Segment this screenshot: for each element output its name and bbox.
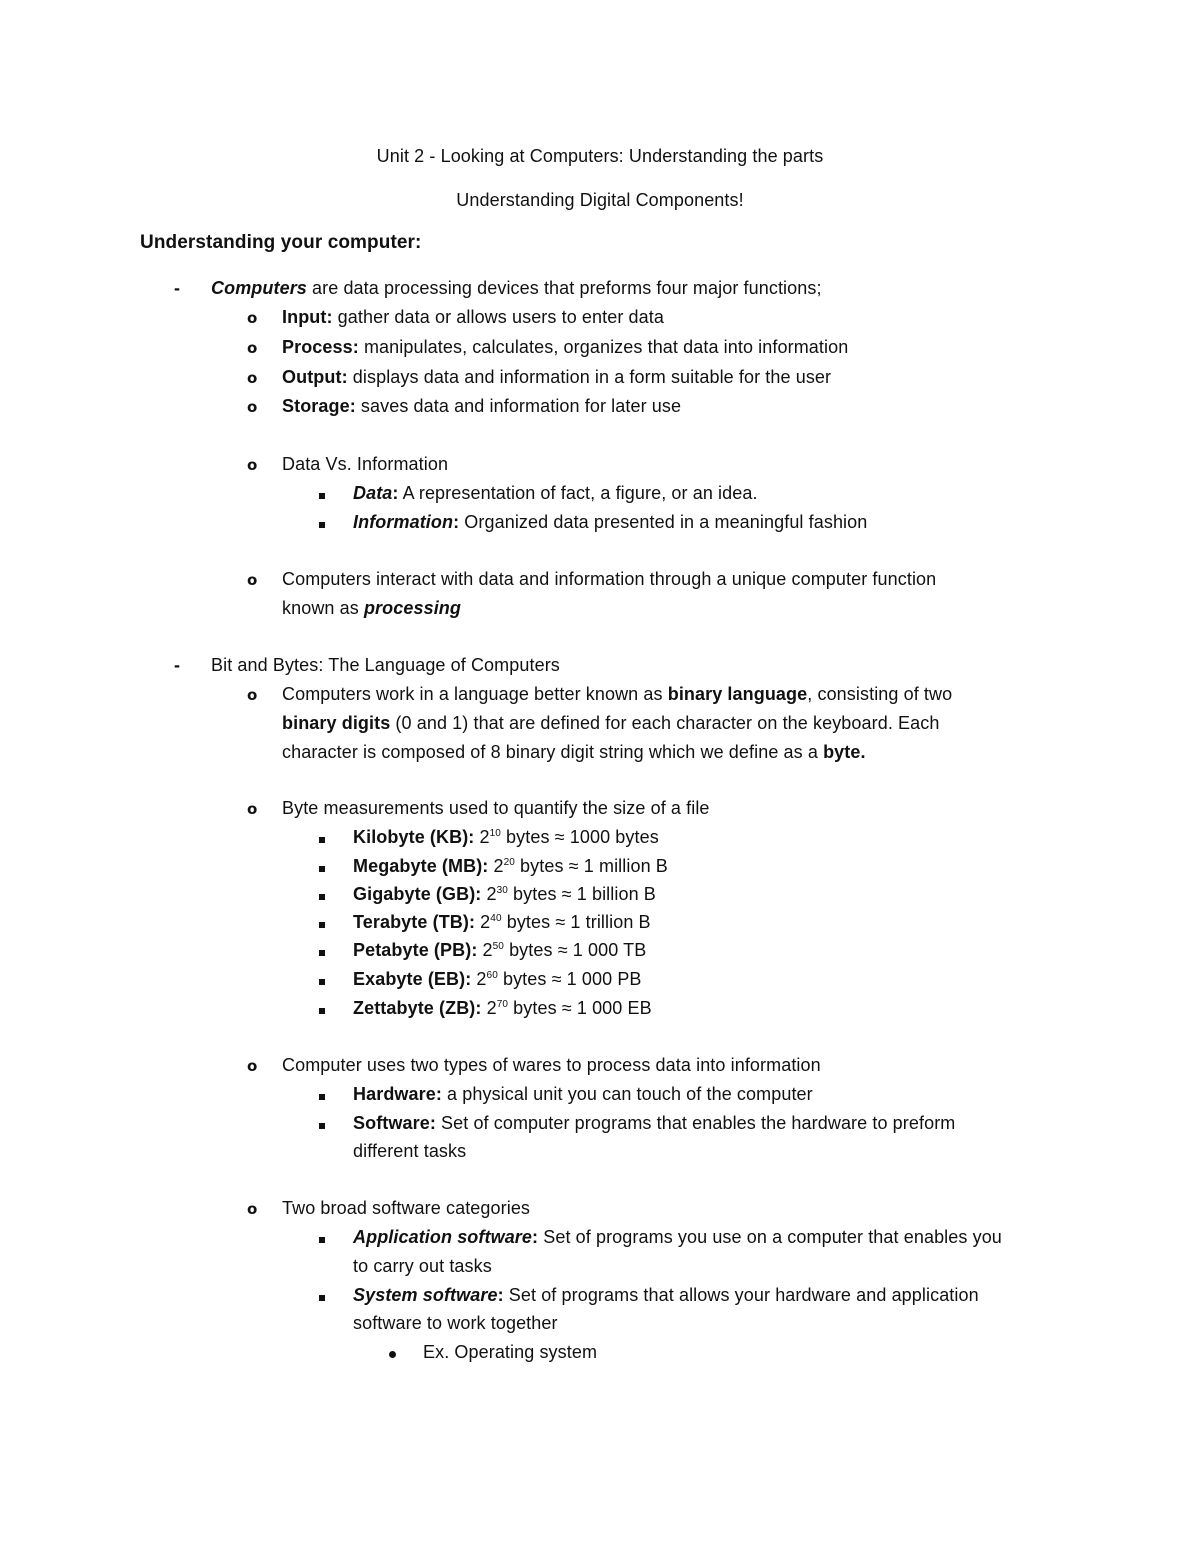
document-title: Unit 2 - Looking at Computers: Understanding the parts — [376, 146, 824, 166]
application-colon: : — [532, 1227, 539, 1247]
byte-unit-gigabyte — [353, 882, 656, 906]
byte-unit-base: 2 — [471, 969, 487, 989]
section-heading: Understanding your computer: — [140, 232, 422, 253]
processing-term: processing — [363, 598, 461, 618]
circle-bullet: o — [247, 456, 258, 474]
byte-unit-term: Terabyte (TB): — [353, 912, 476, 932]
application-software-cont: to carry out tasks — [353, 1256, 492, 1276]
computers-text: are data processing devices that preforms four major functions; — [306, 278, 822, 298]
byte-unit-term: Megabyte (MB): — [353, 856, 489, 876]
byte-unit-kilobyte — [353, 825, 659, 849]
byte-unit-petabyte — [353, 938, 646, 962]
circle-bullet: o — [247, 1200, 258, 1218]
square-bullet — [319, 882, 325, 906]
byte-unit-term: Petabyte (PB): — [353, 940, 478, 960]
square-bullet — [319, 910, 325, 934]
computers-term: Computers — [211, 278, 307, 298]
circle-bullet: o — [247, 571, 258, 589]
information-colon: : — [453, 512, 460, 532]
function-text: gather data or allows users to enter data — [332, 307, 664, 327]
byte-unit-base: 2 — [474, 827, 490, 847]
function-term: Output: — [282, 367, 348, 387]
byte-unit-exponent: 70 — [496, 999, 509, 1010]
application-software-text: Set of programs you use on a computer that enables you — [538, 1227, 1002, 1247]
system-software-definition — [353, 1283, 979, 1307]
data-term: Data — [353, 483, 393, 503]
byte-unit-base: 2 — [481, 884, 497, 904]
byte-unit-exponent: 50 — [492, 941, 504, 952]
circle-bullet: o — [247, 686, 258, 704]
circle-bullet: o — [247, 398, 258, 416]
byte-term: byte. — [823, 742, 866, 762]
square-bullet — [319, 1225, 325, 1249]
byte-unit-text: bytes ≈ 1 000 TB — [503, 940, 647, 960]
dash-bullet: - — [174, 655, 180, 675]
byte-unit-term: Exabyte (EB): — [353, 969, 472, 989]
binary-line-3 — [282, 740, 866, 764]
byte-measurements-intro: Byte measurements used to quantify the size of a file — [282, 798, 710, 818]
wares-intro: Computer uses two types of wares to process data into information — [282, 1055, 821, 1075]
byte-unit-text: bytes ≈ 1000 bytes — [500, 827, 659, 847]
byte-unit-text: bytes ≈ 1 000 EB — [508, 998, 652, 1018]
data-definition — [353, 481, 758, 505]
byte-unit-exponent: 10 — [489, 828, 501, 839]
circle-bullet: o — [247, 800, 258, 818]
processing-line-1: Computers interact with data and information through a unique computer function — [282, 569, 937, 589]
byte-unit-text: bytes ≈ 1 trillion B — [501, 912, 651, 932]
circle-bullet: o — [247, 339, 258, 357]
function-input — [282, 305, 664, 329]
square-bullet — [319, 967, 325, 991]
byte-unit-megabyte — [353, 854, 668, 878]
square-bullet — [319, 510, 325, 534]
circle-bullet: o — [247, 369, 258, 387]
square-bullet — [319, 825, 325, 849]
byte-unit-base: 2 — [481, 998, 497, 1018]
binary-text: Computers work in a language better known as — [282, 684, 668, 704]
hardware-definition — [353, 1082, 813, 1106]
processing-line-2 — [282, 596, 461, 620]
byte-unit-text: bytes ≈ 1 000 PB — [497, 969, 642, 989]
system-colon: : — [497, 1285, 504, 1305]
circle-bullet: o — [247, 309, 258, 327]
information-text: Organized data presented in a meaningful fashion — [459, 512, 868, 532]
square-bullet — [319, 1111, 325, 1135]
byte-unit-base: 2 — [475, 912, 491, 932]
hardware-term: Hardware: — [353, 1084, 442, 1104]
byte-unit-text: bytes ≈ 1 billion B — [507, 884, 656, 904]
byte-unit-exponent: 30 — [496, 885, 508, 896]
byte-unit-exabyte — [353, 967, 642, 991]
square-bullet — [319, 1082, 325, 1106]
byte-unit-text: bytes ≈ 1 million B — [514, 856, 668, 876]
information-definition — [353, 510, 867, 534]
data-text: A representation of fact, a figure, or an idea. — [398, 483, 758, 503]
information-term: Information — [353, 512, 454, 532]
byte-unit-terabyte — [353, 910, 651, 934]
square-bullet — [319, 996, 325, 1020]
byte-unit-term: Gigabyte (GB): — [353, 884, 482, 904]
dash-bullet: - — [174, 278, 180, 298]
data-vs-information: Data Vs. Information — [282, 454, 449, 474]
software-definition — [353, 1111, 955, 1135]
square-bullet — [319, 854, 325, 878]
function-text: saves data and information for later use — [355, 396, 682, 416]
system-software-term: System software — [353, 1285, 498, 1305]
function-term: Input: — [282, 307, 333, 327]
function-output — [282, 365, 831, 389]
binary-text: (0 and 1) that are defined for each character on the keyboard. Each — [390, 713, 940, 733]
hardware-text: a physical unit you can touch of the computer — [441, 1084, 813, 1104]
application-software-term: Application software — [353, 1227, 533, 1247]
byte-unit-zettabyte — [353, 996, 652, 1020]
function-text: manipulates, calculates, organizes that data into information — [358, 337, 849, 357]
application-software-definition — [353, 1225, 1002, 1249]
binary-line-2 — [282, 711, 939, 735]
software-text: Set of computer programs that enables the hardware to preform — [435, 1113, 956, 1133]
software-categories-intro: Two broad software categories — [282, 1198, 531, 1218]
binary-text: character is composed of 8 binary digit string which we define as a — [282, 742, 824, 762]
document-subtitle: Understanding Digital Components! — [456, 190, 744, 210]
function-storage — [282, 394, 681, 418]
bits-bytes-title: Bit and Bytes: The Language of Computers — [211, 655, 560, 675]
system-software-text: Set of programs that allows your hardware and application — [503, 1285, 979, 1305]
operating-system-example: Ex. Operating system — [423, 1342, 598, 1362]
data-colon: : — [392, 483, 399, 503]
dot-bullet — [389, 1340, 396, 1364]
byte-unit-term: Zettabyte (ZB): — [353, 998, 482, 1018]
square-bullet — [319, 1283, 325, 1307]
byte-unit-exponent: 20 — [503, 857, 515, 868]
binary-line-1 — [282, 682, 952, 706]
processing-text: known as — [282, 598, 364, 618]
byte-unit-base: 2 — [477, 940, 493, 960]
binary-digits-term: binary digits — [282, 713, 391, 733]
binary-language-term: binary language — [667, 684, 808, 704]
function-term: Process: — [282, 337, 359, 357]
byte-unit-exponent: 40 — [490, 913, 502, 924]
function-term: Storage: — [282, 396, 356, 416]
binary-text: , consisting of two — [807, 684, 953, 704]
byte-unit-exponent: 60 — [486, 970, 498, 981]
circle-bullet: o — [247, 1057, 258, 1075]
software-term: Software: — [353, 1113, 436, 1133]
system-software-cont: software to work together — [353, 1313, 558, 1333]
byte-unit-term: Kilobyte (KB): — [353, 827, 475, 847]
software-definition-cont: different tasks — [353, 1141, 467, 1161]
computers-definition — [211, 276, 822, 300]
square-bullet — [319, 938, 325, 962]
function-process — [282, 335, 848, 359]
byte-unit-base: 2 — [488, 856, 504, 876]
function-text: displays data and information in a form suitable for the user — [347, 367, 832, 387]
square-bullet — [319, 481, 325, 505]
